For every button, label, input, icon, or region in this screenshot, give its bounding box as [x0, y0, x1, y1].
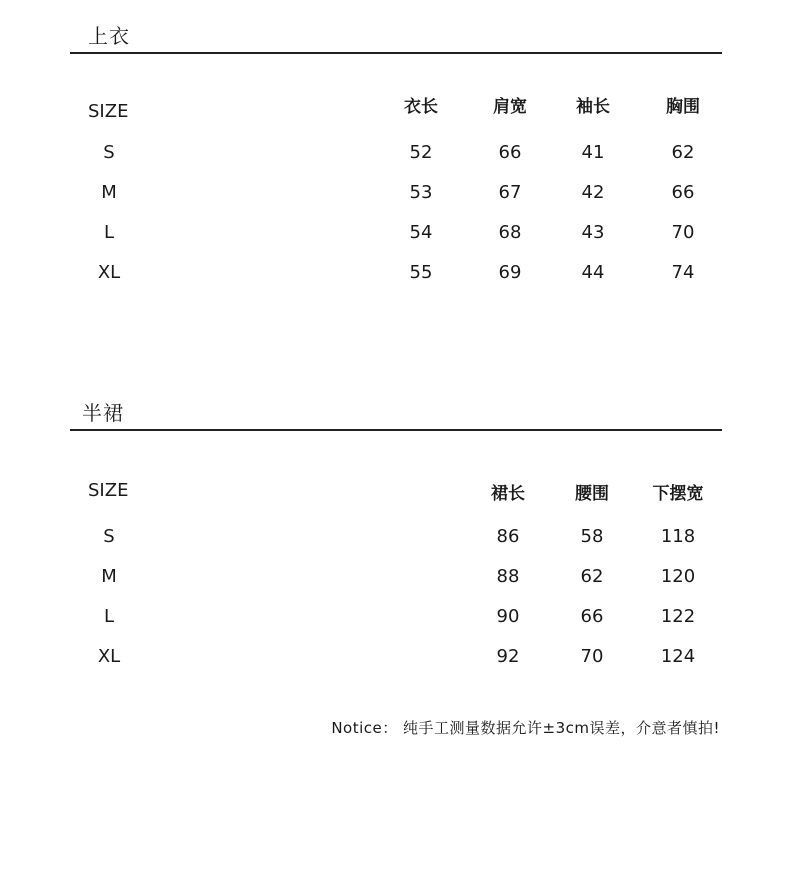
- top-column-header: 胸围: [666, 97, 700, 117]
- skirt-table-cell: 122: [660, 606, 696, 627]
- skirt-section-rule: [70, 429, 722, 431]
- top-table-cell: 66: [498, 142, 522, 163]
- skirt-table-cell: 70: [580, 646, 604, 667]
- top-table-cell: 66: [671, 182, 695, 203]
- skirt-column-header: 下摆宽: [652, 484, 704, 504]
- skirt-size-label: M: [101, 566, 117, 587]
- top-table-cell: 43: [581, 222, 605, 243]
- top-table-cell: 42: [581, 182, 605, 203]
- top-column-header: 袖长: [576, 97, 610, 117]
- top-table-cell: 69: [498, 262, 522, 283]
- top-table-cell: 55: [409, 262, 433, 283]
- top-table-cell: 74: [671, 262, 695, 283]
- top-size-label: XL: [97, 262, 121, 283]
- top-table-cell: 68: [498, 222, 522, 243]
- skirt-table-cell: 92: [496, 646, 520, 667]
- top-size-header: SIZE: [88, 101, 129, 122]
- top-table-cell: 70: [671, 222, 695, 243]
- top-size-label: M: [101, 182, 117, 203]
- skirt-table-cell: 86: [496, 526, 520, 547]
- top-table-cell: 41: [581, 142, 605, 163]
- skirt-table-cell: 124: [660, 646, 696, 667]
- skirt-table-cell: 118: [660, 526, 696, 547]
- skirt-section-title: 半裙: [82, 401, 124, 425]
- top-column-header: 肩宽: [493, 97, 527, 117]
- skirt-size-label: S: [103, 526, 115, 547]
- skirt-size-header: SIZE: [88, 480, 129, 501]
- skirt-size-label: L: [103, 606, 115, 627]
- top-table-cell: 54: [409, 222, 433, 243]
- top-table-cell: 52: [409, 142, 433, 163]
- top-table-cell: 62: [671, 142, 695, 163]
- skirt-table-cell: 120: [660, 566, 696, 587]
- skirt-column-header: 裙长: [491, 484, 525, 504]
- top-table-cell: 44: [581, 262, 605, 283]
- skirt-table-cell: 58: [580, 526, 604, 547]
- skirt-table-cell: 62: [580, 566, 604, 587]
- top-section-title: 上衣: [88, 24, 130, 48]
- top-table-cell: 53: [409, 182, 433, 203]
- top-section-rule: [70, 52, 722, 54]
- skirt-table-cell: 88: [496, 566, 520, 587]
- top-column-header: 衣长: [404, 97, 438, 117]
- notice-text: Notice： 纯手工测量数据允许±3cm误差，介意者慎拍!: [331, 719, 720, 737]
- top-size-label: L: [103, 222, 115, 243]
- top-table-cell: 67: [498, 182, 522, 203]
- skirt-size-label: XL: [97, 646, 121, 667]
- skirt-table-cell: 90: [496, 606, 520, 627]
- skirt-table-cell: 66: [580, 606, 604, 627]
- top-size-label: S: [103, 142, 115, 163]
- skirt-column-header: 腰围: [575, 484, 609, 504]
